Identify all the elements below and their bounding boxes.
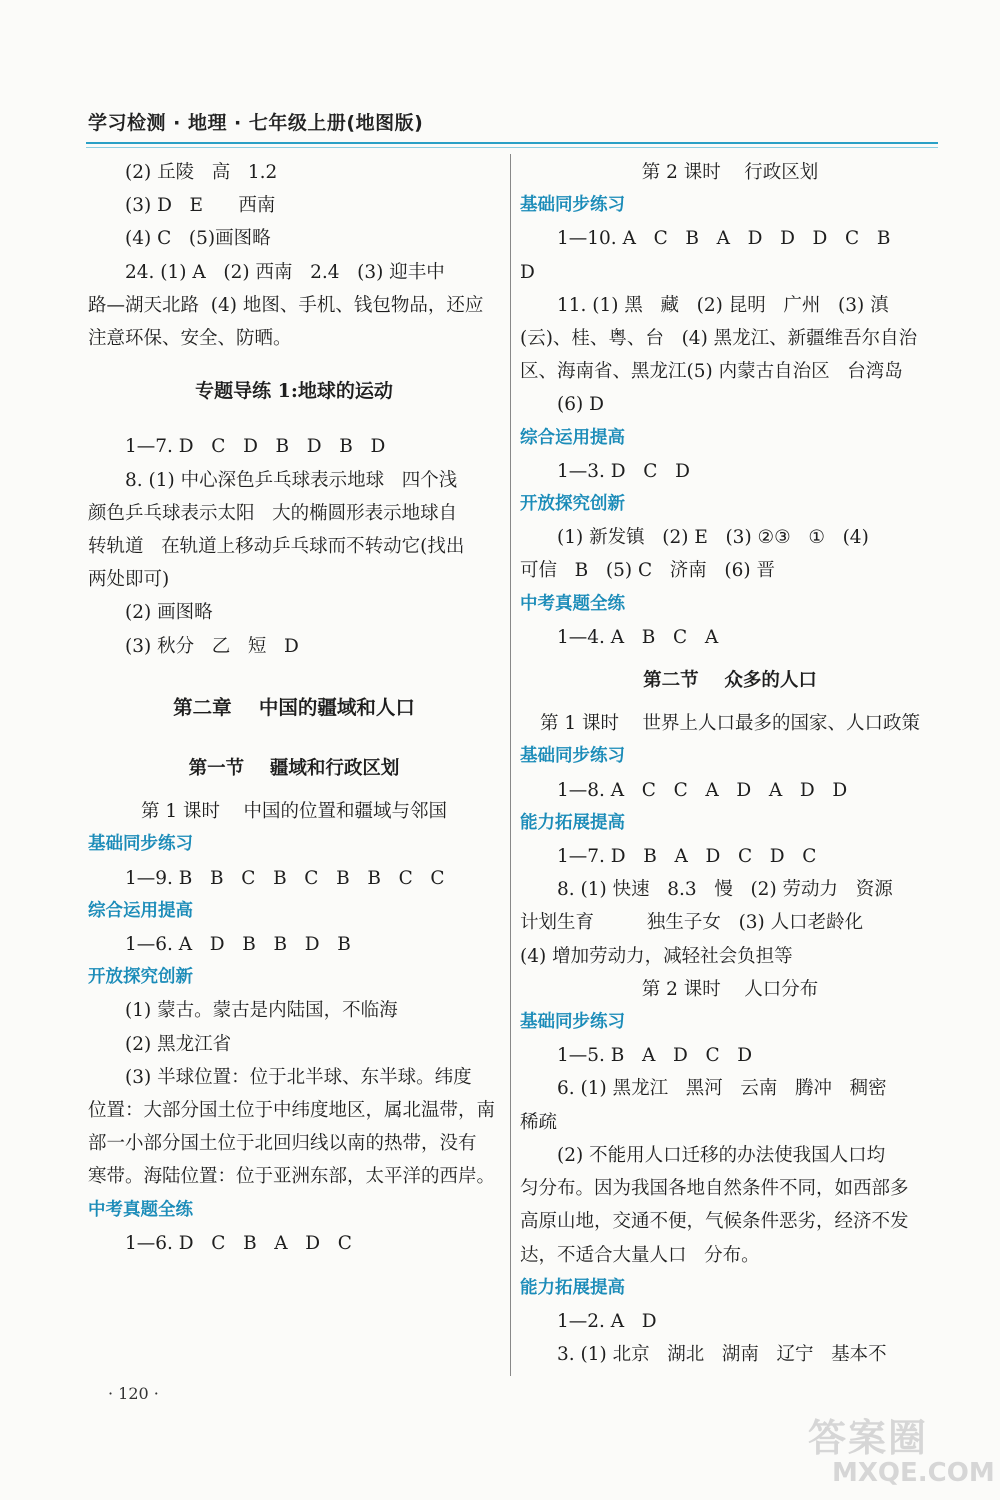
answer-line: 转轨道 在轨道上移动乒乓球而不转动它(找出 (88, 536, 465, 558)
page-number: · 120 · (108, 1384, 159, 1403)
answer-line: (2) 不能用人口迁移的办法使我国人口均 (557, 1144, 886, 1166)
answer-line: (2) 丘陵 高 1.2 (125, 162, 278, 183)
answer-line: (4) C (5)画图略 (125, 228, 271, 250)
subsection-ability: 能力拓展提高 (520, 1277, 625, 1298)
subsection-basic: 基础同步练习 (520, 195, 625, 216)
answer-line: 1—8. A C C A D A D D (557, 779, 848, 801)
watermark-text: 答案圈 (808, 1416, 929, 1460)
answer-line: (3) D E 西南 (125, 195, 276, 217)
answer-line: (3) 半球位置：位于北半球、东半球。纬度 (125, 1066, 472, 1088)
answer-line: 1—3. D C D (557, 460, 690, 482)
answer-line: (云)、桂、粤、台 (4) 黑龙江、新疆维吾尔自治 (520, 328, 918, 350)
answer-line: 1—7. D C D B D B D (125, 436, 386, 458)
left-column (88, 156, 500, 1260)
watermark-logo (808, 1416, 995, 1494)
answer-line: 高原山地，交通不便，气候条件恶劣，经济不发 (520, 1211, 909, 1233)
subsection-basic: 基础同步练习 (520, 1012, 625, 1033)
answer-line: 1—2. A D (557, 1310, 657, 1332)
answer-line: 匀分布。因为我国各地自然条件不同，如西部多 (520, 1178, 909, 1200)
answer-line: (2) 画图略 (125, 602, 213, 624)
answer-line: 颜色乒乓球表示太阳 大的椭圆形表示地球自 (88, 502, 458, 524)
topic-heading: 专题导练 1:地球的运动 (195, 380, 393, 403)
subsection-basic: 基础同步练习 (520, 746, 625, 767)
lesson-heading: 第 1 课时 世界上人口最多的国家、人口政策 (539, 713, 921, 735)
answer-line: 8. (1) 中心深色乒乓球表示地球 四个浅 (125, 469, 458, 491)
answer-line: (1) 新发镇 (2) E (3) ②③ ① (4) (557, 527, 869, 549)
subsection-basic: 基础同步练习 (88, 834, 193, 855)
answer-line: 路—湖天北路 (4) 地图、手机、钱包物品，还应 (88, 294, 484, 316)
header-rule-thin (86, 147, 938, 148)
answer-line: 达，不适合大量人口 分布。 (520, 1244, 760, 1266)
subsection-open: 开放探究创新 (88, 967, 193, 988)
right-column (520, 156, 940, 1371)
answer-line: 可信 B (5) C 济南 (6) 晋 (520, 560, 775, 582)
answer-line: 1—4. A B C A (557, 626, 719, 648)
answer-line: 11. (1) 黑 藏 (2) 昆明 广州 (3) 滇 (557, 294, 889, 316)
subsection-exam: 中考真题全练 (520, 593, 625, 614)
answer-line: 1—5. B A D C D (557, 1045, 753, 1067)
subsection-exam: 中考真题全练 (88, 1199, 193, 1220)
answer-line: 24. (1) A (2) 西南 2.4 (3) 迎丰中 (125, 261, 445, 283)
column-divider (510, 154, 511, 1376)
answer-line: 寒带。海陆位置：位于亚洲东部，太平洋的西岸。 (88, 1166, 496, 1188)
page-header-title: 学习检测 · 地理 · 七年级上册(地图版) (88, 112, 424, 134)
answer-line: 部一小部分国土位于北回归线以南的热带，没有 (88, 1133, 477, 1155)
section-heading: 第二节 众多的人口 (643, 670, 817, 692)
answer-line: 6. (1) 黑龙江 黑河 云南 腾冲 稠密 (557, 1078, 887, 1100)
answer-line: 1—9. B B C B C B B C C (125, 867, 445, 889)
lesson-heading: 第 2 课时 人口分布 (641, 978, 819, 1000)
lesson-heading: 第 1 课时 中国的位置和疆域与邻国 (140, 801, 448, 823)
answer-line: 8. (1) 快速 8.3 慢 (2) 劳动力 资源 (557, 879, 893, 901)
watermark-url: MXQE.COM (832, 1458, 995, 1488)
answer-line: 1—7. D B A D C D C (557, 846, 817, 868)
lesson-heading: 第 2 课时 行政区划 (641, 162, 819, 183)
answer-line: 1—10. A C B A D D D C B (557, 228, 891, 250)
answer-line: 区、海南省、黑龙江(5) 内蒙古自治区 台湾岛 (520, 361, 903, 383)
answer-line: (4) 增加劳动力，减轻社会负担等 (520, 945, 793, 967)
answer-line: (3) 秋分 乙 短 D (125, 635, 299, 657)
answer-line: 1—6. A D B B D B (125, 934, 351, 956)
answer-line: 计划生育 独生子女 (3) 人口老龄化 (520, 912, 864, 934)
answer-line: 3. (1) 北京 湖北 湖南 辽宁 基本不 (557, 1344, 887, 1366)
answer-line: 两处即可) (88, 569, 170, 591)
answer-line: 注意环保、安全、防晒。 (88, 328, 292, 350)
answer-line: 1—6. D C B A D C (125, 1232, 352, 1254)
answer-line: (2) 黑龙江省 (125, 1033, 232, 1055)
answer-line: D (520, 261, 535, 283)
subsection-apply: 综合运用提高 (520, 427, 625, 448)
subsection-apply: 综合运用提高 (88, 900, 193, 921)
answer-line: (6) D (557, 394, 604, 416)
answer-line: 稀疏 (520, 1111, 558, 1133)
subsection-ability: 能力拓展提高 (520, 812, 625, 833)
answer-line: (1) 蒙古。蒙古是内陆国，不临海 (125, 1000, 398, 1022)
section-heading: 第一节 疆域和行政区划 (188, 758, 400, 780)
header-rule (86, 142, 938, 144)
chapter-heading: 第二章 中国的疆域和人口 (173, 695, 415, 719)
answer-line: 位置：大部分国土位于中纬度地区，属北温带，南 (88, 1100, 496, 1122)
subsection-open: 开放探究创新 (520, 494, 625, 515)
